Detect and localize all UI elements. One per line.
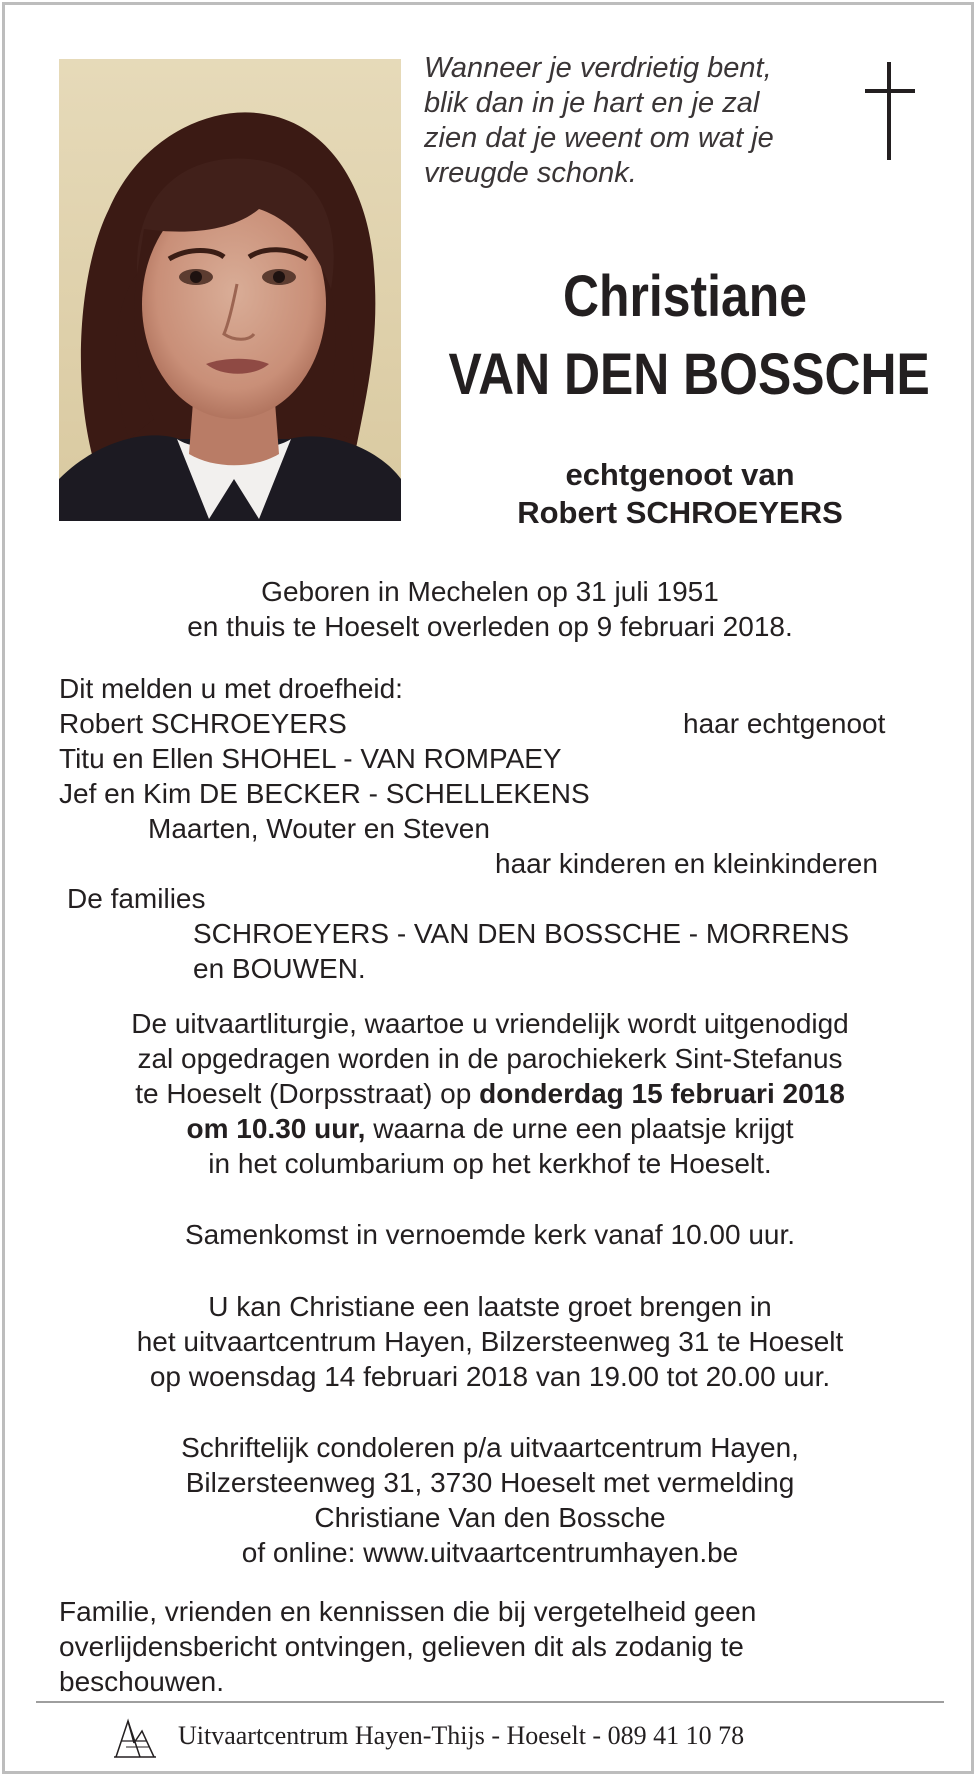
mourner-spouse-name: Robert SCHROEYERS	[59, 708, 347, 739]
quote-line: Wanneer je verdrietig bent,	[424, 52, 772, 84]
quote-line: zien dat je weent om wat je	[424, 122, 774, 154]
notice-line: overlijdensbericht ontvingen, gelieven dit als zodanig te	[59, 1631, 744, 1662]
footer-contact: Uitvaartcentrum Hayen-Thijs - Hoeselt - 089 41 10 78	[178, 1721, 745, 1750]
footer	[112, 1717, 872, 1757]
liturgy-line	[40, 1111, 940, 1146]
visitation-block	[40, 1289, 940, 1394]
condolences-block	[40, 1430, 940, 1570]
quote-line: vreugde schonk.	[424, 157, 637, 189]
memorial-quote	[424, 51, 844, 191]
liturgy-line	[40, 1076, 940, 1111]
funeral-home-logo-icon	[112, 1717, 158, 1764]
liturgy-line: in het columbarium op het kerkhof te Hoeselt.	[208, 1148, 772, 1179]
liturgy-line: zal opgedragen worden in de parochiekerk Sint-Stefanus	[137, 1043, 843, 1074]
spouse-label: echtgenoot van	[565, 457, 795, 492]
liturgy-line: De uitvaartliturgie, waartoe u vriendelijk wordt uitgenodigd	[131, 1008, 849, 1039]
mourner-child: Titu en Ellen SHOHEL - VAN ROMPAEY	[59, 743, 562, 774]
footer-divider	[36, 1701, 944, 1703]
mourner-families: SCHROEYERS - VAN DEN BOSSCHE - MORRENS	[193, 918, 850, 949]
mourner-spouse-role: haar echtgenoot	[683, 708, 886, 739]
liturgy-text: te Hoeselt (Dorpsstraat) op	[135, 1078, 480, 1109]
mourner-families-label: De families	[67, 883, 206, 914]
notice-line: Familie, vrienden en kennissen die bij vergetelheid geen	[59, 1596, 757, 1627]
mourners-intro: Dit melden u met droefheid:	[59, 673, 403, 704]
liturgy-date: donderdag 15 februari 2018	[479, 1078, 845, 1109]
mourner-grandchildren: Maarten, Wouter en Steven	[148, 813, 490, 844]
condolences-line: Bilzersteenweg 31, 3730 Hoeselt met vermelding	[185, 1467, 795, 1498]
deceased-last-name: VAN DEN BOSSCHE	[448, 342, 930, 407]
notice-line: beschouwen.	[59, 1666, 225, 1697]
gathering-line: Samenkomst in vernoemde kerk vanaf 10.00 uur.	[184, 1219, 796, 1250]
visitation-line: het uitvaartcentrum Hayen, Bilzersteenweg 31 te Hoeselt	[136, 1326, 844, 1357]
born-line: en thuis te Hoeselt overleden op 9 februari 2018.	[187, 611, 793, 642]
mourner-families: en BOUWEN.	[193, 953, 366, 984]
birth-death-block	[60, 574, 920, 644]
mourner-child: Jef en Kim DE BECKER - SCHELLEKENS	[59, 778, 590, 809]
condolences-line: Schriftelijk condoleren p/a uitvaartcentrum Hayen,	[181, 1432, 799, 1463]
liturgy-time: om 10.30 uur,	[186, 1113, 366, 1144]
quote-line: blik dan in je hart en je zal	[424, 87, 760, 119]
notice-paragraph	[59, 1594, 889, 1699]
born-line: Geboren in Mechelen op 31 juli 1951	[261, 576, 719, 607]
portrait-photo	[59, 59, 401, 521]
spouse-block	[440, 456, 920, 532]
liturgy-text: waarna de urne een plaatsje krijgt	[365, 1113, 794, 1144]
mourner-children-role: haar kinderen en kleinkinderen	[495, 848, 878, 879]
deceased-first-name: Christiane	[563, 264, 807, 329]
condolences-line: Christiane Van den Bossche	[314, 1502, 666, 1533]
latin-cross-icon	[865, 62, 915, 165]
visitation-line: op woensdag 14 februari 2018 van 19.00 tot 20.00 uur.	[149, 1361, 831, 1392]
visitation-line: U kan Christiane een laatste groet brengen in	[208, 1291, 772, 1322]
spouse-name: Robert SCHROEYERS	[517, 495, 843, 530]
condolences-line: of online: www.uitvaartcentrumhayen.be	[241, 1537, 739, 1568]
liturgy-block	[40, 1006, 940, 1181]
